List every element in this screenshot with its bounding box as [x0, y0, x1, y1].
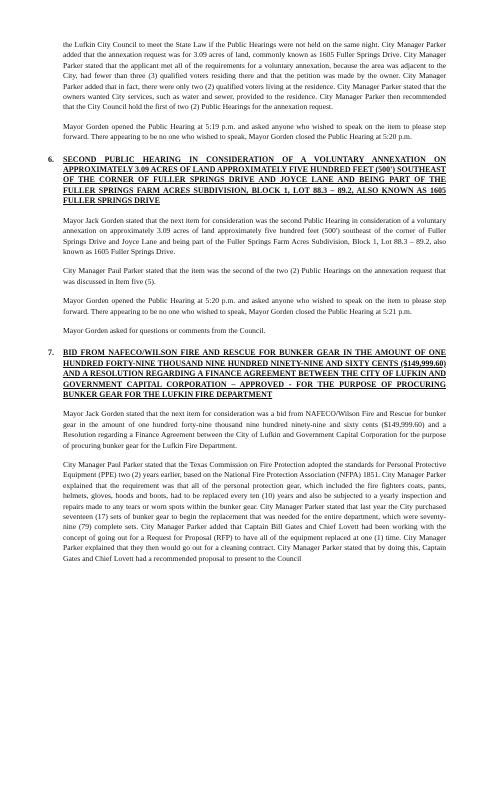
item7-paragraph: Mayor Jack Gorden stated that the next item for consideration was a bid from NAFECO/Wilson Fire and Rescue for bunker gear in the amount of one hundred forty-nine thousand nine hundred ninety-nine and sixty cents ($149,999.60) and a Resolution regarding a Finance Agreement between the City of Lufkin and Government Capital Corporation for the purpose of procuring bunker gear for the Lufkin Fire Department.: [63, 409, 446, 450]
item-heading: SECOND PUBLIC HEARING IN CONSIDERATION OF A VOLUNTARY ANNEXATION ON APPROXIMATELY 3.09 ACRES OF LAND APPROXIMATELY FIVE HUNDRED FEET (500') SOUTHEAST OF THE CORNER OF FULLER SPRINGS DRIVE AND JOYCE LANE AND BEING PART OF THE FULLER SPRINGS FARM ACRES SUBDIVISION, BLOCK 1, LOT 88.3 – 89.2, ALSO KNOWN AS 1605 FULLER SPRINGS DRIVE: [63, 154, 446, 206]
item6-paragraph: City Manager Paul Parker stated that the item was the second of the two (2) Public Hearings on the annexation request that was discussed in Item five (5).: [63, 266, 446, 286]
item6-paragraph: Mayor Jack Gorden stated that the next item for consideration was the second Public Hearing in consideration of a voluntary annexation on approximately 3.09 acres of land approximately five hundred feet (500') southeast of the corner of Fuller Springs Drive and Joyce Lane and being part of the Fuller Springs Farm Acres Subdivision, Block 1, Lot 88.3 – 89.2, also known as 1605 Fuller Springs Drive.: [63, 215, 446, 256]
item6-paragraph: Mayor Gorden opened the Public Hearing at 5:20 p.m. and asked anyone who wished to speak on the item to please step forward. There appearing to be no one who wished to speak, Mayor Gorden closed the Public Hearing at 5:21 p.m.: [63, 296, 446, 316]
agenda-item-7: [48, 348, 446, 400]
agenda-item-6: [48, 154, 446, 207]
intro-paragraph: Mayor Gorden opened the Public Hearing at 5:19 p.m. and asked anyone who wished to speak on the item to please step forward. There appearing to be no one who wished to speak, Mayor Gorden closed the Public Hearing at 5:20 p.m.: [63, 121, 446, 142]
item-number: 7.: [48, 348, 54, 358]
intro-paragraph: the Lufkin City Council to meet the State Law if the Public Hearings were not held on the same night. City Manager Parker added that the annexation request was for 3.09 acres of land, commonly known as 1605 Fuller Springs Drive. City Manager Parker stated that the applicant met all of the requirements for a voluntary annexation, because the area was adjacent to the City, had fewer than three (3) qualified voters residing there and that the petition was made by the owner. City Manager Parker added that in fact, there were only two (2) qualified voters living at the residence. City Manager Parker stated that the owners wanted City services, such as water and sewer, provided to the residence. City Manager Parker then recommended that the City Council hold the first of two (2) Public Hearings for the annexation request.: [63, 40, 446, 112]
item-number: 6.: [48, 154, 54, 164]
item6-paragraph: Mayor Gorden asked for questions or comments from the Council.: [63, 325, 266, 335]
item7-paragraph: City Manager Paul Parker stated that the Texas Commission on Fire Protection adopted the standards for Personal Protective Equipment (PPE) two (2) years earlier, based on the National Fire Protection Association (NFPA) 1851. City Manager Parker explained that the requirement was that all of the personal protection gear, which included the fire fighters coats, pants, helmets, gloves, hoods and boots, had to be replaced every ten (10) years and also be subjected to a yearly inspection and repairs made to any tears or worn spots within the bunker gear. City Manager Parker stated that last year the City purchased seventeen (17) sets of bunker gear to begin the replacement that was needed for the entire department, which were seventy-nine (79) complete sets. City Manager Parker added that Captain Bill Gates and Chief Lovett had been working with the concept of going out for a Request for Proposal (RFP) to have all of the equipment replaced at one (1) time. City Manager Parker explained that they then would go out for a cleaning contract. City Manager Parker stated that by doing this, Captain Gates and Chief Lovett had a recommended proposal to present to the Council: [63, 460, 446, 563]
item-heading: BID FROM NAFECO/WILSON FIRE AND RESCUE FOR BUNKER GEAR IN THE AMOUNT OF ONE HUNDRED FORTY-NINE THOUSAND NINE HUNDRED NINETY-NINE AND SIXTY CENTS ($149,999.60) AND A RESOLUTION REGARDING A FINANCE AGREEMENT BETWEEN THE CITY OF LUFKIN AND GOVERNMENT CAPITAL CORPORATION – APPROVED - FOR THE PURPOSE OF PROCURING BUNKER GEAR FOR THE LUFKIN FIRE DEPARTMENT: [63, 348, 446, 399]
